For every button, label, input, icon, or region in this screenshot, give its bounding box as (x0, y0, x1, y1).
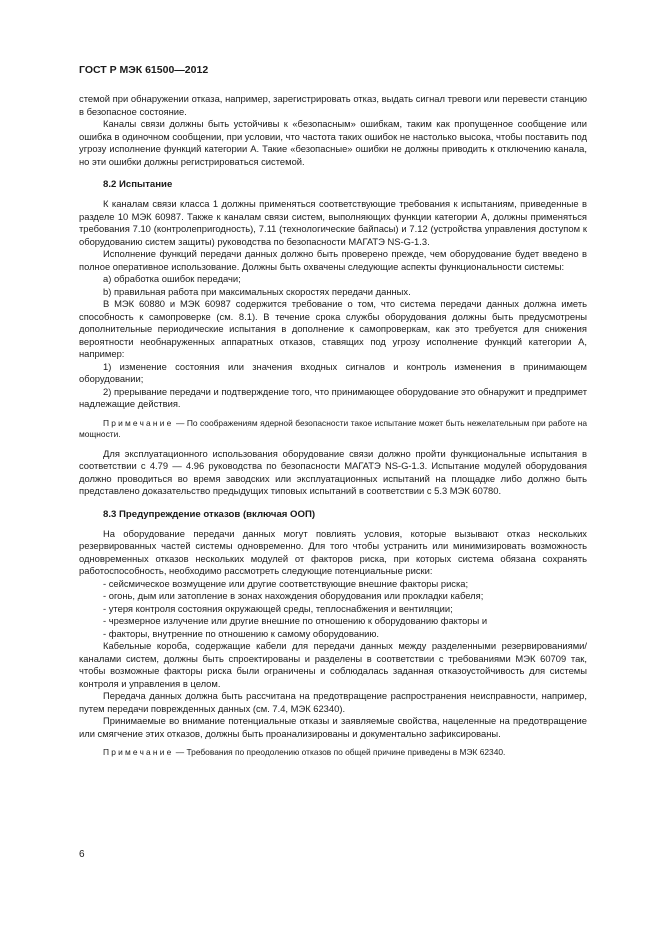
list-item-b: b) правильная работа при максимальных скоростях передачи данных. (103, 285, 411, 297)
intro-paragraph-2: Каналы связи должны быть устойчивы к «безопасным» ошибкам, таким как пропущенное сообщение или ошибка в одиночном сообщении, при условии, что частота таких ошибок не настолько высока, чтобы поставить под угрозу исполнение функций категории А. Такие «безопасные» ошибки не должны приводить к отключению канала, но эти ошибки должны регистрироваться системой. (79, 118, 587, 167)
intro-paragraph-1: стемой при обнаружении отказа, например, зарегистрировать отказ, выдать сигнал тревоги или перевести станцию в безопасное состояние. (79, 93, 587, 117)
note-8-3 (79, 747, 587, 759)
note-text: — Требования по преодолению отказов по общей причине приведены в МЭК 62340. (173, 747, 506, 757)
section-8-3-paragraph-3: Передача данных должна быть рассчитана на предотвращение распространения неисправности, например, путем передачи поврежденных данных (см. 7.4, МЭК 62340). (79, 690, 587, 714)
section-8-2-paragraph-4: Для эксплуатационного использования оборудование связи должно пройти функциональные испытания в соответствии с 4.79 — 4.96 руководства по безопасности МАГАТЭ NS-G-1.3. Испытание модулей оборудования должно проводиться во время заводских или эксплуатационных испытаний на площадке либо должно быть представлено доказательство предыдущих типовых испытаний в соответствии с 5.3 МЭК 60780. (79, 447, 587, 496)
section-8-3-paragraph-2: Кабельные короба, содержащие кабели для передачи данных между разделенными резервированиями/каналами систем, должны быть спроектированы и разделены в соответствии с требованиями МЭК 60709 так, чтобы возможные факторы риска были ограничены и соблюдалась заданная отказоустойчивость для системы контроля и управления в целом. (79, 640, 587, 689)
risk-item: - чрезмерное излучение или другие внешние по отношению к оборудованию факторы и (103, 615, 488, 626)
risk-item: - сейсмическое возмущение или другие соответствующие внешние факторы риска; (103, 577, 469, 589)
note-label: Примечание (103, 417, 174, 428)
page-number: 6 (79, 849, 85, 860)
list-item-a: a) обработка ошибок передачи; (103, 273, 241, 284)
note-label: Примечание (103, 747, 174, 757)
section-8-2-paragraph-1: К каналам связи класса 1 должны применяться соответствующие требования к испытаниям, приведенные в разделе 10 МЭК 60987. Также к каналам связи систем, выполняющих функции категории А, должны применяться требования 7.10 (контролепригодность), 7.11 (технологические байпасы) и 7.12 (устройства управления доступом к оборудованию систем защиты) руководства по безопасности МАГАТЭ NS-G-1.3. (79, 198, 587, 247)
document-page (79, 64, 587, 766)
section-8-3-paragraph-4: Принимаемые во внимание потенциальные отказы и заявляемые свойства, нацеленные на предотвращение или смягчение этих отказов, должны быть проанализированы и документально зафиксированы. (79, 715, 587, 739)
section-8-3-heading: 8.3 Предупреждение отказов (включая ООП) (103, 508, 316, 520)
note-text: — По соображениям ядерной безопасности такое испытание может быть нежелательным при работе на мощности. (79, 417, 587, 439)
section-8-2-paragraph-3: В МЭК 60880 и МЭК 60987 содержится требование о том, что система передачи данных должна иметь способность к самопроверке (см. 8.1). В течение срока службы оборудования должны быть предусмотрены дополнительные периодические испытания в дополнение к самопроверкам, как это требуется для снижения вероятности необнаруженных аппаратных отказов, ставящих под угрозу исполнение функций категории А, например: (79, 298, 587, 359)
risk-item: - огонь, дым или затопление в зонах нахождения оборудования или прокладки кабеля; (103, 590, 484, 601)
section-8-3-paragraph-1: На оборудование передачи данных могут повлиять условия, которые вызывают отказ нескольких резервированных частей системы одновременно. Для того чтобы устранить или минимизировать возможность одновременных отказов нескольких модулей от факторов риска, при которых система обязана сохранять работоспособность, необходимо рассмотреть следующие потенциальные риски: (79, 527, 587, 576)
note-8-2 (79, 418, 587, 441)
section-8-2-heading: 8.2 Испытание (103, 179, 173, 190)
list-item-1: 1) изменение состояния или значения входных сигналов и контроль изменения в принимающем оборудовании; (79, 360, 587, 384)
section-8-2-paragraph-2: Исполнение функций передачи данных должно быть проверено прежде, чем оборудование будет введено в полное оперативное использование. Должны быть охвачены следующие аспекты функциональности системы: (79, 248, 587, 272)
document-header: ГОСТ Р МЭК 61500—2012 (79, 64, 209, 76)
risk-item: - факторы, внутренние по отношению к самому оборудованию. (103, 627, 379, 639)
list-item-2: 2) прерывание передачи и подтверждение того, что принимающее оборудование это обнаружит и предпримет надлежащие действия. (79, 385, 587, 409)
risk-item: - утеря контроля состояния окружающей среды, теплоснабжения и вентиляции; (103, 602, 453, 614)
